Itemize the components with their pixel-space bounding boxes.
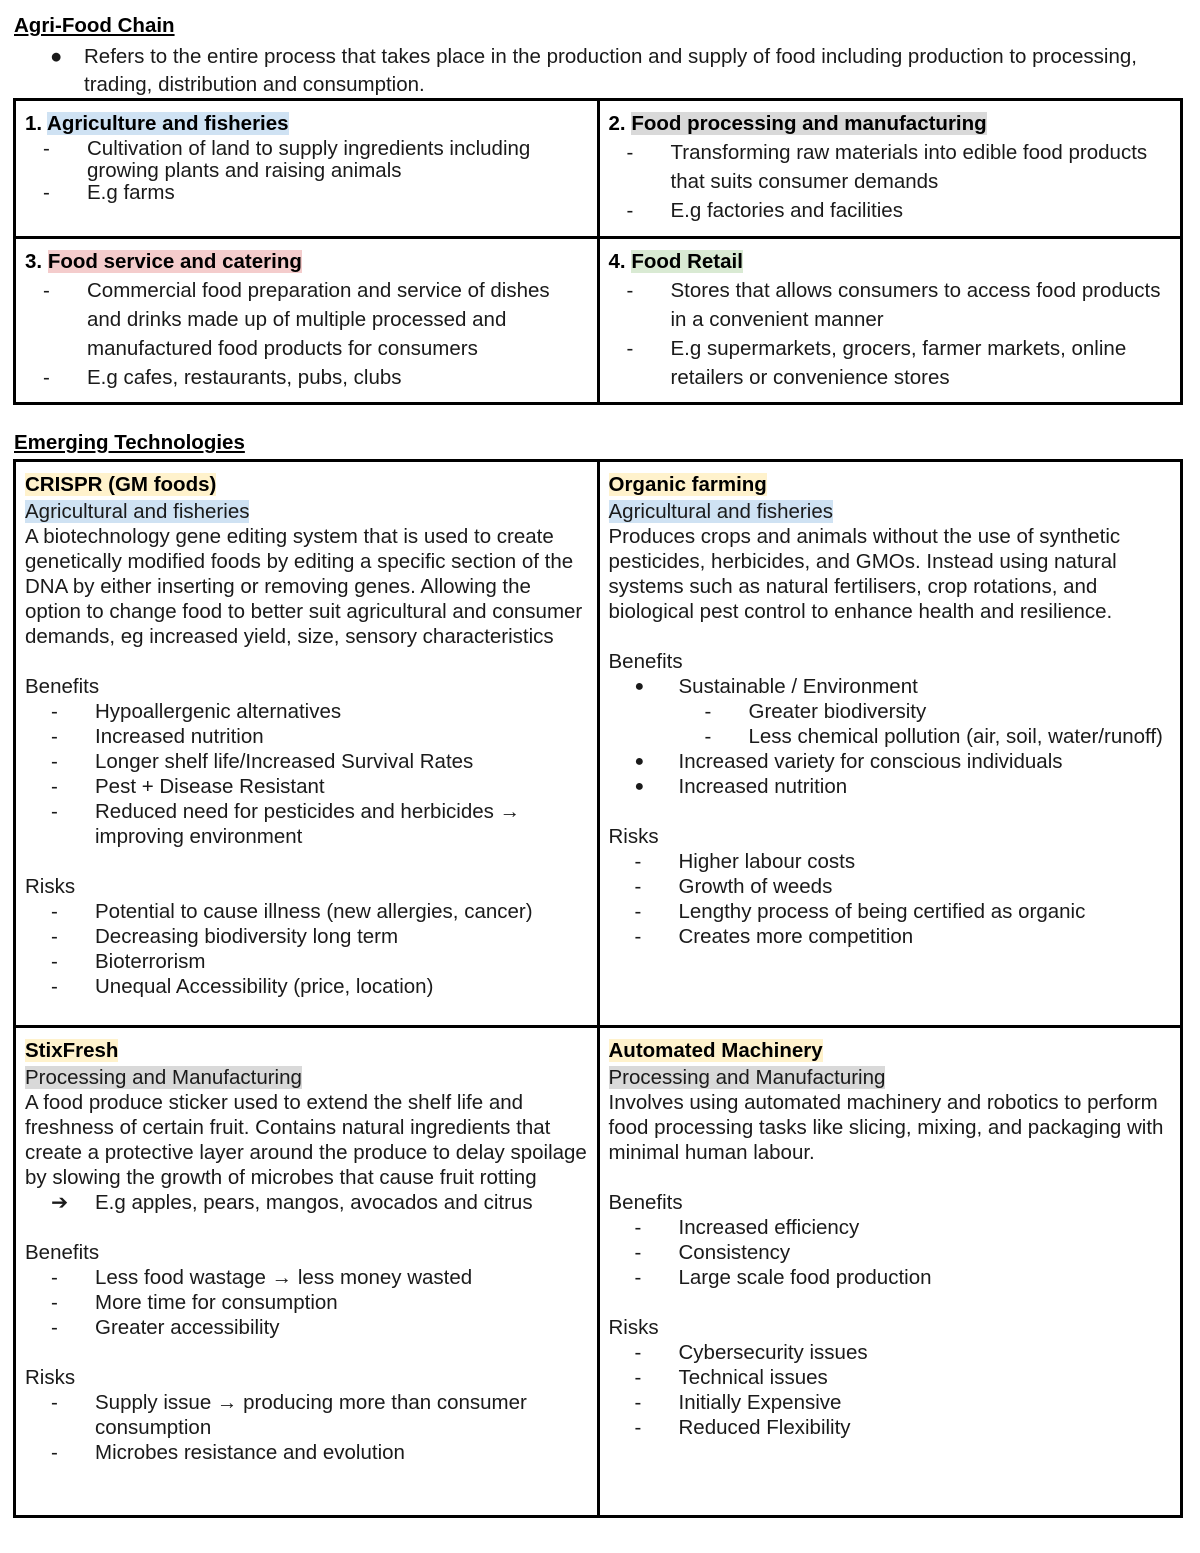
list-item: - Increased nutrition	[51, 725, 264, 748]
list-item: - Greater biodiversity	[704, 700, 927, 723]
agri-food-chain-heading: Agri-Food Chain	[14, 14, 175, 37]
section-title: Agriculture and fisheries	[47, 112, 289, 135]
list-item: - Growth of weeds	[634, 875, 833, 898]
list-item: - Microbes resistance and evolution	[51, 1441, 405, 1464]
list-item: - Longer shelf life/Increased Survival Rates	[51, 750, 474, 773]
tech-cell-crispr	[15, 461, 599, 1027]
list-item: - Reduced Flexibility	[634, 1416, 851, 1439]
section-title: Food Retail	[631, 250, 743, 273]
section-title: Food service and catering	[47, 250, 302, 273]
list-item: - Creates more competition	[634, 925, 914, 948]
chain-cell-agriculture	[15, 100, 599, 238]
list-item: - Commercial food preparation and service of dishes and drinks made up of multiple processed and manufactured food products for consumers	[43, 279, 550, 360]
benefits-label: Benefits	[25, 675, 100, 698]
list-item: ● Increased variety for conscious individuals	[634, 750, 1063, 773]
list-item: - Transforming raw materials into edible food products that suits consumer demands	[626, 141, 1148, 193]
tech-cell-organic	[598, 461, 1182, 1027]
emerging-technologies-table	[13, 459, 1183, 1518]
list-item: - E.g cafes, restaurants, pubs, clubs	[43, 366, 402, 389]
list-item: - Decreasing biodiversity long term	[51, 925, 399, 948]
tech-title: CRISPR (GM foods)	[25, 473, 217, 496]
list-item: - Supply issue → producing more than consumer consumption	[51, 1391, 527, 1439]
bullet-icon: ●	[634, 678, 645, 695]
tech-description: Produces crops and animals without the use of synthetic pesticides, herbicides, and GMOs. Instead using natural systems such as natural fertilisers, crop rotations, and biological pest control to enhance health and resilience.	[608, 525, 1121, 623]
agri-food-chain-table	[13, 98, 1183, 405]
list-item: - Greater accessibility	[51, 1316, 280, 1339]
list-item: - Less food wastage → less money wasted	[51, 1266, 473, 1289]
arrow-right-icon: ➔	[51, 1191, 69, 1214]
tech-description: A food produce sticker used to extend the shelf life and freshness of certain fruit. Contains natural ingredients that create a protective layer around the produce to delay spoilage by slowing the growth of microbes that cause fruit rotting	[25, 1091, 587, 1189]
list-item: - Lengthy process of being certified as organic	[634, 900, 1086, 923]
tech-sector: Agricultural and fisheries	[608, 500, 833, 523]
chain-cell-food-service	[15, 238, 599, 404]
bullet-icon: ●	[634, 778, 645, 795]
list-item: ➔ E.g apples, pears, mangos, avocados and citrus	[51, 1191, 533, 1214]
tech-title: Automated Machinery	[608, 1039, 823, 1062]
tech-cell-automated	[598, 1027, 1182, 1517]
bullet-icon: ●	[634, 753, 645, 770]
bullet-icon: ●	[50, 45, 63, 68]
chain-intro	[50, 43, 1150, 99]
list-item: - Higher labour costs	[634, 850, 856, 873]
section-title: Food processing and manufacturing	[631, 112, 987, 135]
list-item: - Cultivation of land to supply ingredients including growing plants and raising animals	[43, 137, 531, 182]
tech-cell-stixfresh	[15, 1027, 599, 1517]
section-number: 4.	[608, 250, 626, 273]
benefits-label: Benefits	[608, 650, 683, 673]
list-item: - Initially Expensive	[634, 1391, 842, 1414]
chain-cell-processing	[598, 100, 1182, 238]
list-item: - Large scale food production	[634, 1266, 932, 1289]
list-item: - E.g supermarkets, grocers, farmer markets, online retailers or convenience stores	[626, 337, 1127, 389]
list-item: ● Increased nutrition	[634, 775, 848, 798]
tech-description: A biotechnology gene editing system that is used to create genetically modified foods by editing a specific section of the DNA by either inserting or removing genes. Allowing the option to change food to better suit agricultural and consumer demands, eg increased yield, size, sensory characteristics	[25, 525, 583, 648]
list-item: - Hypoallergenic alternatives	[51, 700, 342, 723]
list-item: ● Sustainable / Environment	[634, 675, 918, 698]
list-item: - Stores that allows consumers to access food products in a convenient manner	[626, 279, 1161, 331]
section-number: 2.	[608, 112, 626, 135]
chain-cell-retail	[598, 238, 1182, 404]
benefits-label: Benefits	[25, 1241, 100, 1264]
list-item: - Potential to cause illness (new allergies, cancer)	[51, 900, 533, 923]
risks-label: Risks	[608, 825, 659, 848]
list-item: - Pest + Disease Resistant	[51, 775, 325, 798]
list-item: - Less chemical pollution (air, soil, water/runoff)	[704, 725, 1163, 748]
list-item: - E.g factories and facilities	[626, 199, 903, 222]
tech-title: StixFresh	[25, 1039, 119, 1062]
tech-sector: Processing and Manufacturing	[25, 1066, 302, 1089]
list-item: - Reduced need for pesticides and herbicides → improving environment	[51, 800, 521, 848]
section-number: 3.	[25, 250, 43, 273]
risks-label: Risks	[608, 1316, 659, 1339]
section-number: 1.	[25, 112, 43, 135]
chain-intro-text: Refers to the entire process that takes place in the production and supply of food including production to processing, trading, distribution and consumption.	[84, 45, 1137, 96]
tech-title: Organic farming	[608, 473, 767, 496]
benefits-label: Benefits	[608, 1191, 683, 1214]
list-item: - Technical issues	[634, 1366, 828, 1389]
emerging-technologies-heading: Emerging Technologies	[14, 431, 245, 454]
risks-label: Risks	[25, 1366, 76, 1389]
list-item: - Consistency	[634, 1241, 791, 1264]
list-item: - Increased efficiency	[634, 1216, 860, 1239]
tech-sector: Processing and Manufacturing	[608, 1066, 886, 1089]
list-item: - Bioterrorism	[51, 950, 206, 973]
tech-description: Involves using automated machinery and robotics to perform food processing tasks like slicing, mixing, and packaging with minimal human labour.	[608, 1091, 1164, 1164]
list-item: - More time for consumption	[51, 1291, 338, 1314]
risks-label: Risks	[25, 875, 76, 898]
list-item: - E.g farms	[43, 181, 175, 204]
tech-sector: Agricultural and fisheries	[25, 500, 250, 523]
list-item: - Cybersecurity issues	[634, 1341, 868, 1364]
list-item: - Unequal Accessibility (price, location)	[51, 975, 434, 998]
